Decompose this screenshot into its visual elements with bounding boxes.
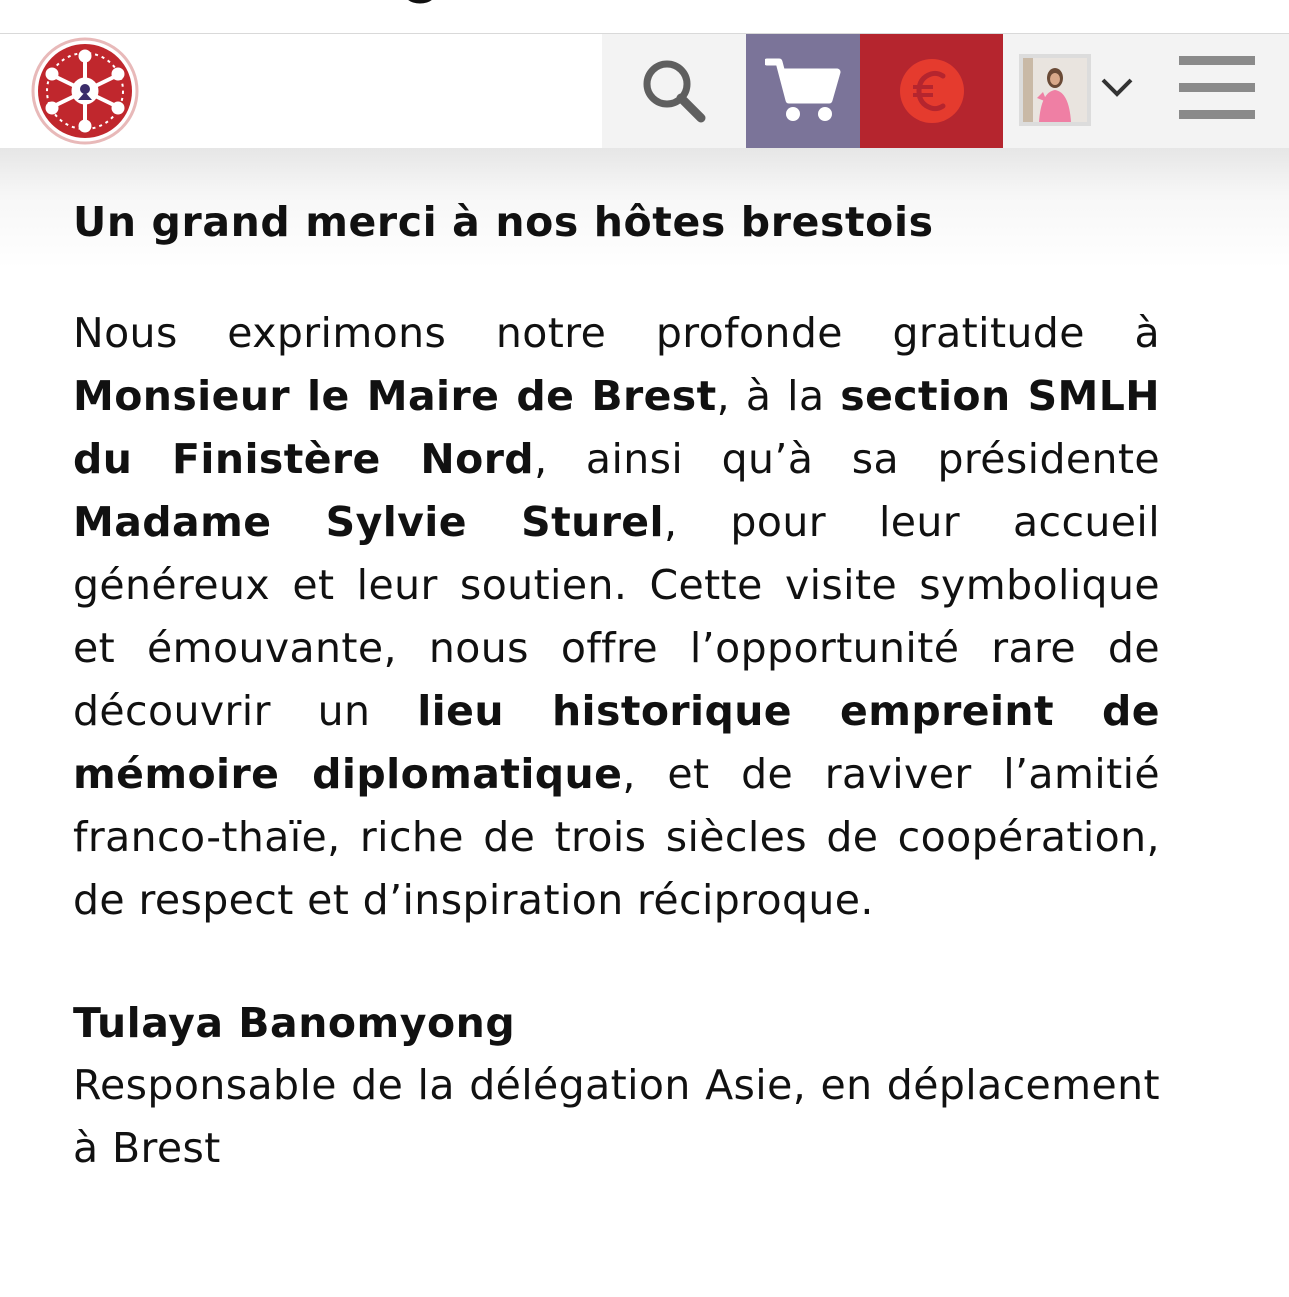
text-segment: , et de raviver l’amitié franco-thaïe, riche de trois siècles de coopération, de respect et d’inspiration réciproque. [73,750,1160,924]
association-logo[interactable] [30,36,140,146]
highlight-place: lieu historique empreint de mémoire diplomatique [73,687,1160,798]
euro-icon [899,58,965,124]
previous-content-strip [0,0,1289,34]
search-icon [641,58,707,124]
article-content [73,186,1160,1180]
cart-icon [765,56,841,126]
user-photo [1023,58,1087,122]
text-segment: , pour leur accueil généreux et leur soutien. Cette visite symbolique et émouvante, nous offre l’opportunité rare de découvrir un [73,498,1161,735]
cart-button[interactable] [746,34,860,148]
highlight-mayor: Monsieur le Maire de Brest [73,372,717,420]
signature-role: Responsable de la délégation Asie, en déplacement à Brest [73,1061,1160,1172]
account-menu[interactable] [1003,34,1289,148]
article-title: Un grand merci à nos hôtes brestois [73,198,934,246]
cropped-text-fragment [400,0,440,6]
hamburger-menu-icon[interactable] [1179,54,1257,122]
site-header [0,34,1289,148]
search-button[interactable] [602,34,746,148]
signature-name: Tulaya Banomyong [73,999,516,1047]
avatar[interactable] [1019,54,1091,126]
text-segment: , ainsi qu’à sa présidente [534,435,1160,483]
article-paragraph [73,302,1160,932]
donate-button[interactable] [860,34,1003,148]
chevron-down-icon[interactable] [1099,74,1135,102]
text-segment: , à la [716,372,841,420]
highlight-president: Madame Sylvie Sturel [73,498,664,546]
text-segment: Nous exprimons notre profonde gratitude à [73,309,1160,357]
highlight-section: section SMLH du Finistère Nord [73,372,1160,483]
signature [73,992,1160,1180]
